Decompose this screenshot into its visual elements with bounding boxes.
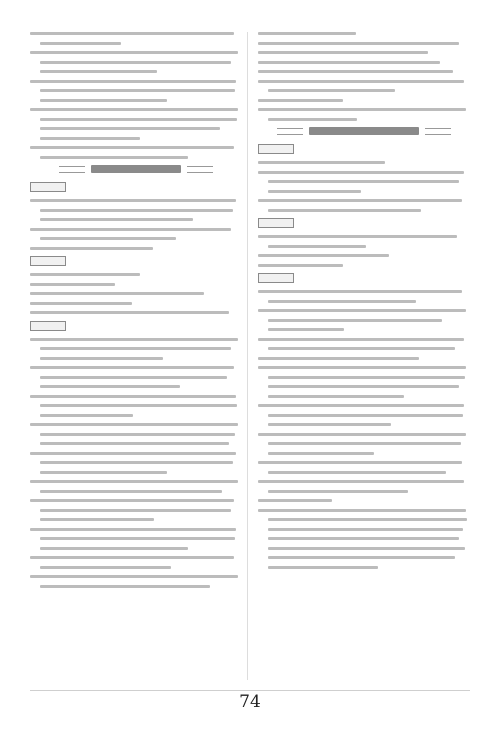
column-divider bbox=[247, 32, 248, 680]
section-header bbox=[258, 127, 470, 135]
left-column bbox=[30, 32, 242, 594]
section-tag bbox=[30, 182, 66, 192]
section-header bbox=[30, 165, 242, 173]
section-tag bbox=[30, 321, 66, 331]
section-tag bbox=[30, 256, 66, 266]
right-column bbox=[258, 32, 470, 575]
section-tag bbox=[258, 273, 294, 283]
section-tag bbox=[258, 218, 294, 228]
footer-rule bbox=[30, 690, 470, 691]
section-tag bbox=[258, 144, 294, 154]
page-number: 74 bbox=[239, 692, 261, 712]
